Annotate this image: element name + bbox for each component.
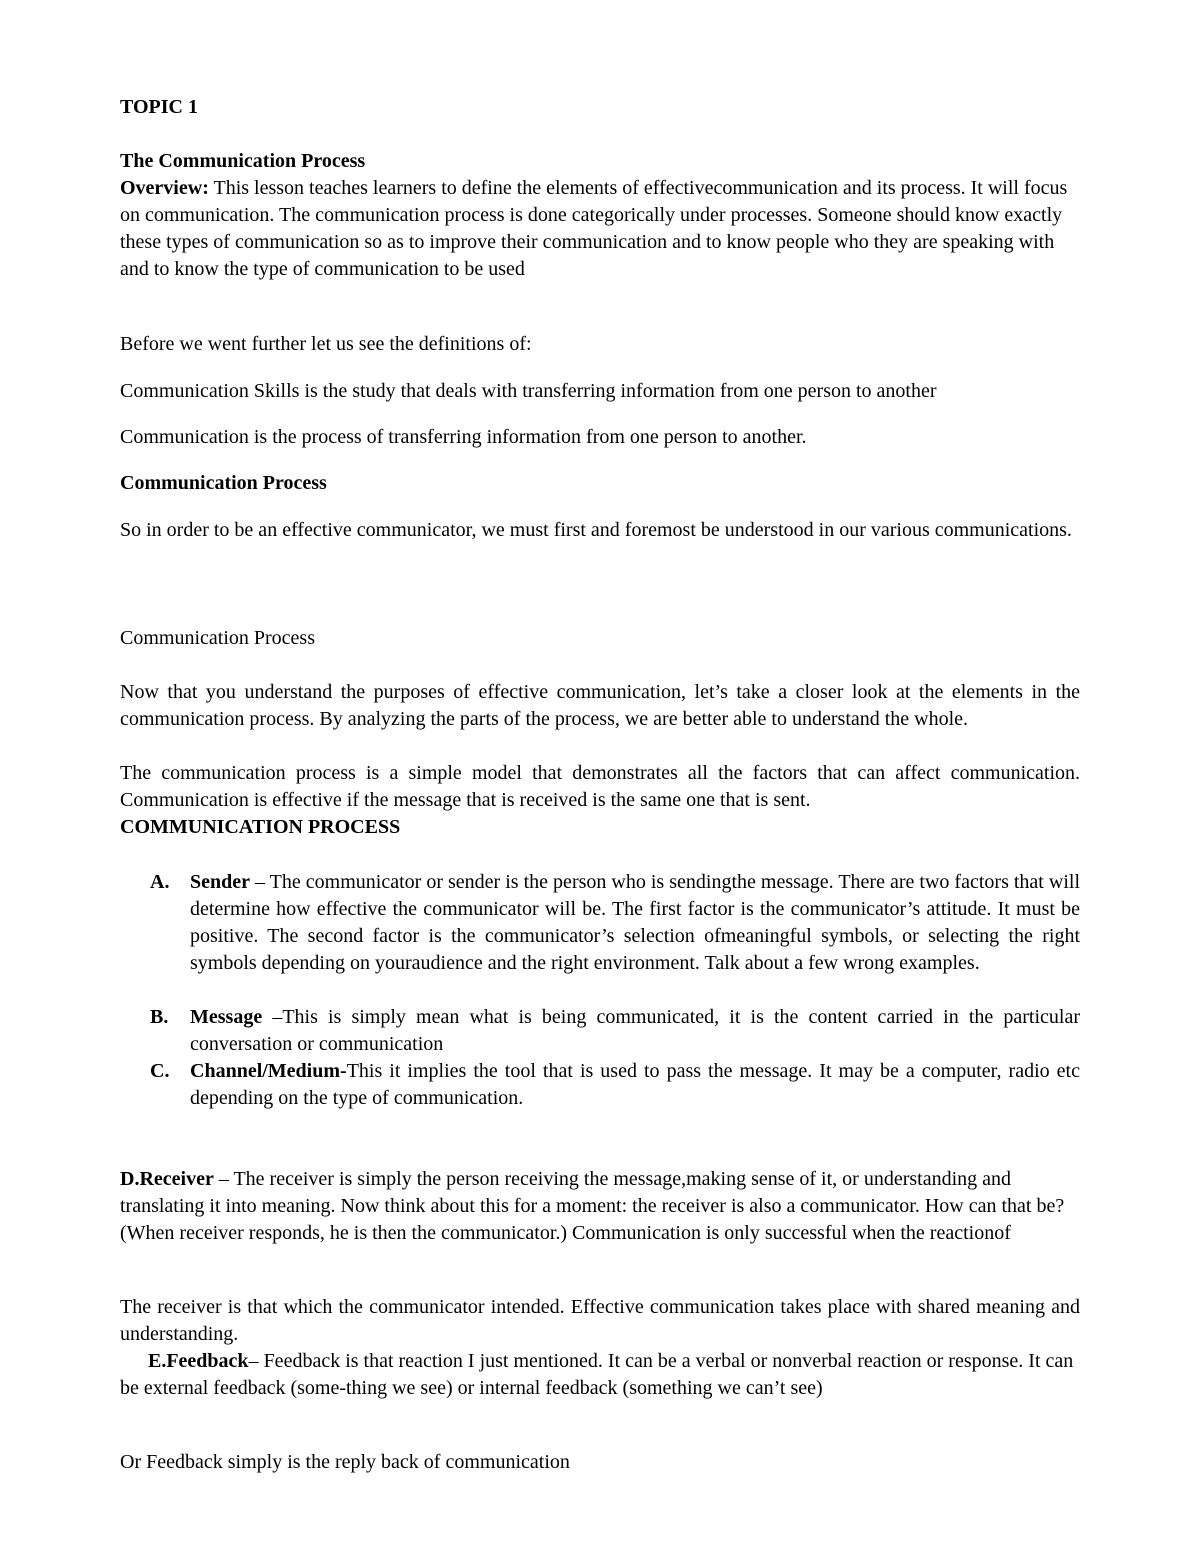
- list-text-message: –This is simply mean what is being communicated, it is the content carried in the particular conversation or communication: [190, 1006, 1080, 1055]
- overview-paragraph: [120, 175, 1080, 283]
- definition-communication-skills: Communication Skills is the study that deals with transferring information from one person to another: [120, 380, 937, 402]
- list-marker: A.: [150, 871, 170, 893]
- list-item-body: [190, 869, 1080, 977]
- list-term-sender: Sender: [190, 871, 250, 893]
- list-item-message: [150, 1004, 1080, 1058]
- list-term-message: Message: [190, 1006, 263, 1028]
- caps-heading-communication-process: COMMUNICATION PROCESS: [120, 816, 401, 838]
- list-item-sender: [150, 869, 1080, 1004]
- effective-communicator-paragraph: So in order to be an effective communicator, we must first and foremost be understood in our various communications.: [120, 519, 1072, 541]
- model-paragraph: The communication process is a simple model that demonstrates all the factors that can affect communication. Communication is effective if the message that is received is the same one that is sent.: [120, 762, 1080, 811]
- document-title: The Communication Process: [120, 150, 366, 172]
- feedback-paragraph: [120, 1348, 1080, 1402]
- list-term-channel: Channel/Medium-: [190, 1060, 347, 1082]
- list-item-body: [190, 1004, 1080, 1058]
- feedback-text: – Feedback is that reaction I just mentioned. It can be a verbal or nonverbal reaction or response. It can be external feedback (some-thing we see) or internal feedback (something we can’t see): [120, 1350, 1074, 1399]
- subheading-communication-process: Communication Process: [120, 627, 315, 649]
- feedback-term: E.Feedback: [148, 1350, 249, 1372]
- definitions-intro: Before we went further let us see the definitions of:: [120, 333, 532, 355]
- receiver-intended-paragraph: The receiver is that which the communicator intended. Effective communication takes place with shared meaning and understanding.: [120, 1296, 1080, 1345]
- receiver-term: D.Receiver: [120, 1168, 214, 1190]
- list-text-channel: This it implies the tool that is used to pass the message. It may be a computer, radio etc depending on the type of communication.: [190, 1060, 1080, 1109]
- definition-communication: Communication is the process of transferring information from one person to another.: [120, 426, 807, 448]
- overview-label: Overview:: [120, 177, 209, 199]
- feedback-simple-definition: Or Feedback simply is the reply back of communication: [120, 1451, 570, 1473]
- list-text-sender: – The communicator or sender is the person who is sendingthe message. There are two factors that will determine how effective the communicator will be. The first factor is the communicator’s attitude. It must be positive. The second factor is the communicator’s selection ofmeaningful symbols, or selecting the right symbols depending on youraudience and the right environment. Talk about a few wrong examples.: [190, 871, 1080, 974]
- list-item-body: [190, 1058, 1080, 1112]
- topic-label: TOPIC 1: [120, 96, 198, 118]
- receiver-text: – The receiver is simply the person receiving the message,making sense of it, or understanding and translating it into meaning. Now think about this for a moment: the receiver is also a communicator. How can that be? (When receiver responds, he is then the communicator.) Communication is only successful when the reactionof: [120, 1168, 1065, 1244]
- receiver-paragraph: [120, 1166, 1080, 1247]
- section-heading-communication-process: Communication Process: [120, 472, 327, 494]
- list-item-channel: [150, 1058, 1080, 1112]
- overview-text: This lesson teaches learners to define the elements of effectivecommunication and its process. It will focus on communication. The communication process is done categorically under processes. Someone should know exactly these types of communication so as to improve their communication and to know people who they are speaking with and to know the type of communication to be used: [120, 177, 1068, 280]
- purposes-paragraph: Now that you understand the purposes of effective communication, let’s take a closer look at the elements in the communication process. By analyzing the parts of the process, we are better able to understand the whole.: [120, 681, 1080, 730]
- list-marker: B.: [150, 1006, 169, 1028]
- list-marker: C.: [150, 1060, 170, 1082]
